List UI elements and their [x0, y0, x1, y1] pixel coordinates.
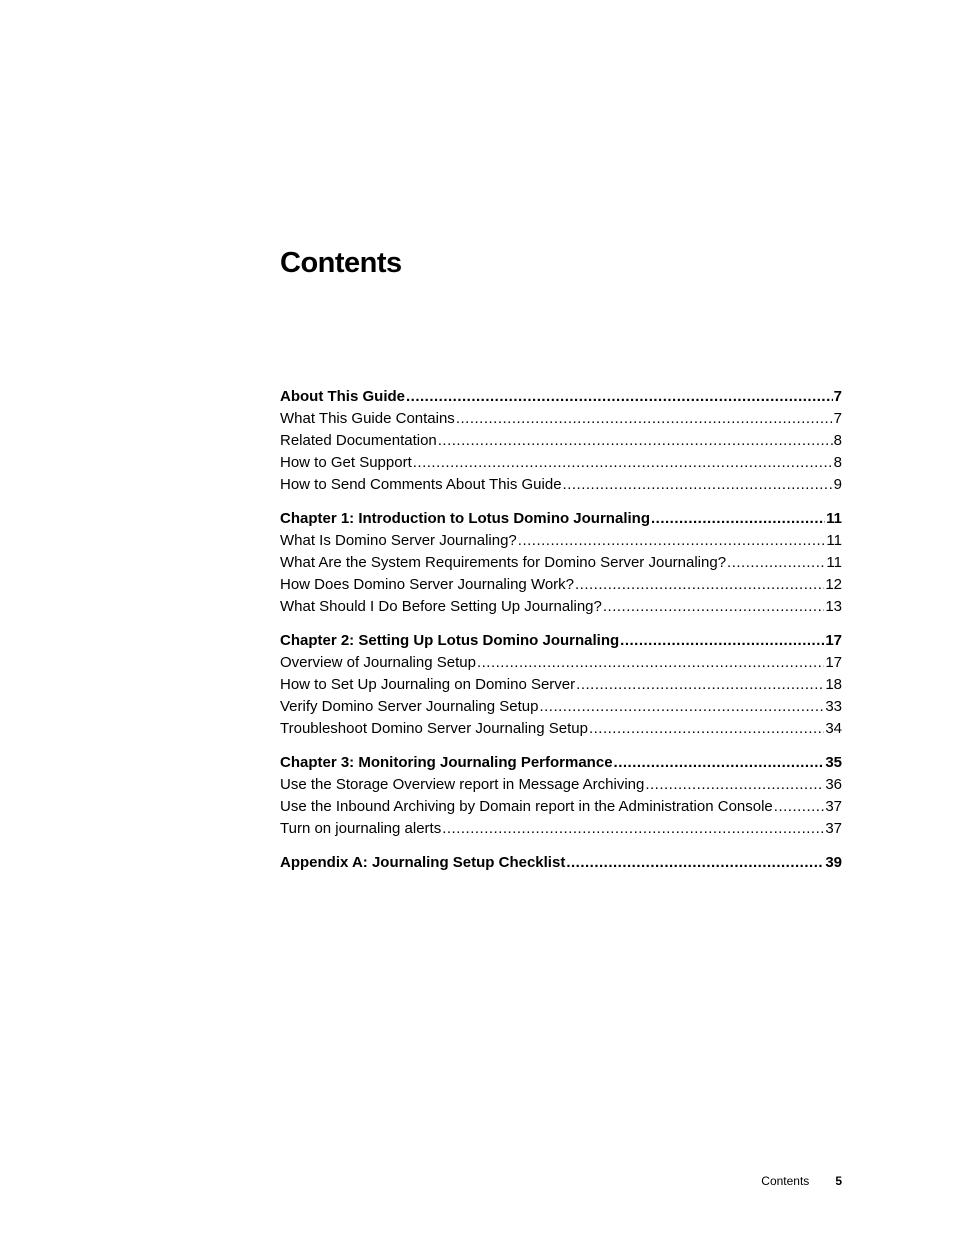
toc-page-number: 17	[825, 632, 842, 649]
toc-item-title: What Should I Do Before Setting Up Journaling?	[280, 598, 602, 615]
toc-section-appendix-a	[280, 852, 842, 874]
toc-heading[interactable]	[280, 752, 842, 774]
dot-leader	[406, 386, 833, 408]
toc-page-number: 11	[826, 510, 842, 527]
dot-leader	[575, 574, 824, 596]
toc-item-title: Overview of Journaling Setup	[280, 654, 476, 671]
toc-item-title: How Does Domino Server Journaling Work?	[280, 576, 575, 593]
toc-page-number: 13	[825, 598, 842, 615]
dot-leader	[614, 752, 825, 774]
toc-item[interactable]	[280, 452, 842, 474]
dot-leader	[576, 674, 824, 696]
toc-heading-title: Chapter 2: Setting Up Lotus Domino Journaling	[280, 632, 620, 649]
toc-page-number: 36	[825, 776, 842, 793]
toc-item-title: Use the Inbound Archiving by Domain report in the Administration Console	[280, 798, 773, 815]
toc-item-title: How to Set Up Journaling on Domino Server	[280, 676, 576, 693]
dot-leader	[727, 552, 825, 574]
dot-leader	[566, 852, 824, 874]
toc-page-number: 8	[833, 432, 842, 449]
toc-item[interactable]	[280, 774, 842, 796]
page-title: Contents	[280, 247, 402, 279]
toc-page-number: 34	[825, 720, 842, 737]
dot-leader	[438, 430, 833, 452]
toc-page-number: 37	[825, 798, 842, 815]
toc-page-number: 7	[833, 410, 842, 427]
dot-leader	[477, 652, 824, 674]
toc-section-about	[280, 386, 842, 496]
toc-item-title: Troubleshoot Domino Server Journaling Setup	[280, 720, 588, 737]
toc-item-title: What Is Domino Server Journaling?	[280, 532, 517, 549]
table-of-contents	[280, 386, 842, 874]
footer-page-number: 5	[835, 1174, 842, 1188]
toc-page-number: 12	[825, 576, 842, 593]
toc-item[interactable]	[280, 530, 842, 552]
toc-item-title: Use the Storage Overview report in Message Archiving	[280, 776, 645, 793]
toc-heading[interactable]	[280, 852, 842, 874]
dot-leader	[620, 630, 824, 652]
toc-page-number: 11	[826, 532, 842, 549]
toc-heading-title: Appendix A: Journaling Setup Checklist	[280, 854, 566, 871]
toc-heading-title: About This Guide	[280, 388, 405, 405]
toc-item-title: What This Guide Contains	[280, 410, 455, 427]
toc-item[interactable]	[280, 552, 842, 574]
toc-item[interactable]	[280, 718, 842, 740]
page-footer	[761, 1174, 842, 1188]
toc-item-title: How to Send Comments About This Guide	[280, 476, 562, 493]
toc-heading-title: Chapter 1: Introduction to Lotus Domino Journaling	[280, 510, 650, 527]
toc-item[interactable]	[280, 408, 842, 430]
toc-item[interactable]	[280, 796, 842, 818]
toc-item[interactable]	[280, 430, 842, 452]
dot-leader	[539, 696, 824, 718]
toc-page-number: 35	[825, 754, 842, 771]
toc-item-title: What Are the System Requirements for Domino Server Journaling?	[280, 554, 727, 571]
toc-page-number: 18	[825, 676, 842, 693]
toc-heading[interactable]	[280, 508, 842, 530]
toc-item[interactable]	[280, 474, 842, 496]
toc-item-title: How to Get Support	[280, 454, 412, 471]
dot-leader	[603, 596, 824, 618]
toc-section-chapter-1	[280, 508, 842, 618]
toc-page-number: 7	[833, 388, 842, 405]
dot-leader	[774, 796, 825, 818]
toc-item-title: Verify Domino Server Journaling Setup	[280, 698, 539, 715]
toc-section-chapter-3	[280, 752, 842, 840]
toc-item[interactable]	[280, 696, 842, 718]
toc-item[interactable]	[280, 574, 842, 596]
toc-page-number: 17	[825, 654, 842, 671]
toc-heading[interactable]	[280, 386, 842, 408]
toc-item[interactable]	[280, 674, 842, 696]
toc-item-title: Related Documentation	[280, 432, 437, 449]
toc-section-chapter-2	[280, 630, 842, 740]
dot-leader	[456, 408, 833, 430]
footer-section-label: Contents	[761, 1174, 810, 1188]
toc-heading[interactable]	[280, 630, 842, 652]
toc-page-number: 37	[825, 820, 842, 837]
toc-page-number: 9	[833, 476, 842, 493]
toc-page-number: 33	[825, 698, 842, 715]
dot-leader	[589, 718, 824, 740]
dot-leader	[645, 774, 824, 796]
toc-page-number: 8	[833, 454, 842, 471]
dot-leader	[563, 474, 833, 496]
toc-item-title: Turn on journaling alerts	[280, 820, 442, 837]
toc-page-number: 11	[826, 554, 842, 571]
dot-leader	[442, 818, 824, 840]
toc-item[interactable]	[280, 652, 842, 674]
toc-item[interactable]	[280, 596, 842, 618]
toc-heading-title: Chapter 3: Monitoring Journaling Performance	[280, 754, 613, 771]
toc-page-number: 39	[825, 854, 842, 871]
dot-leader	[651, 508, 825, 530]
dot-leader	[413, 452, 833, 474]
dot-leader	[518, 530, 826, 552]
toc-item[interactable]	[280, 818, 842, 840]
